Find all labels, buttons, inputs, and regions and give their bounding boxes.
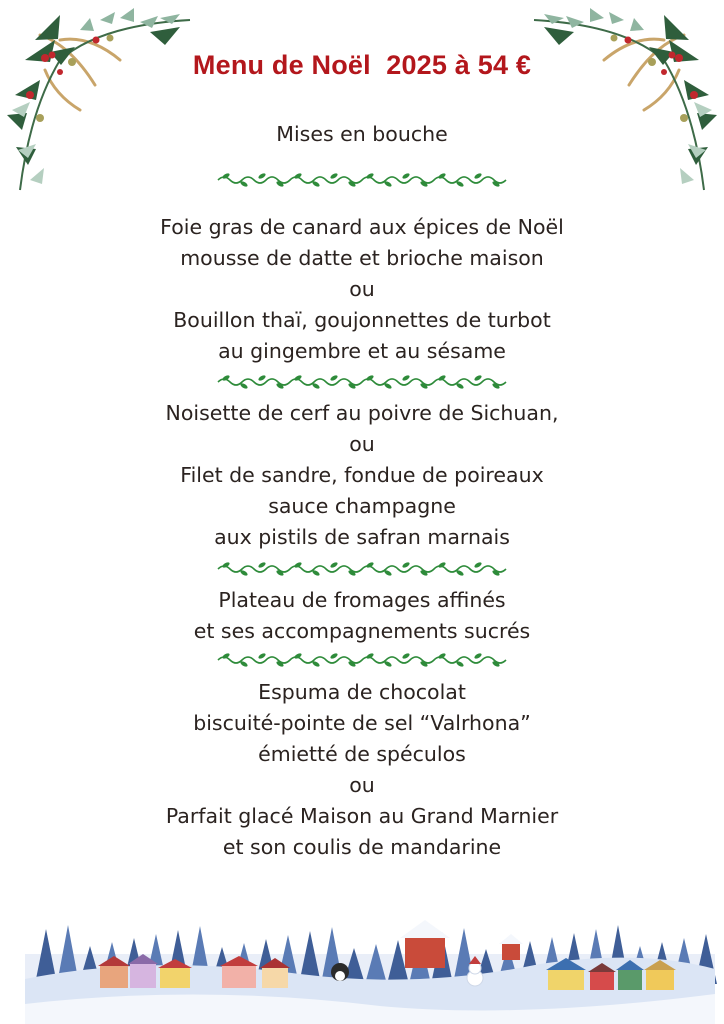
dessert-line: Parfait glacé Maison au Grand Marnier — [165, 804, 559, 828]
or-separator: ou — [349, 277, 375, 301]
cheese-line: et ses accompagnements sucrés — [193, 619, 531, 643]
dessert-line: Espuma de chocolat — [258, 680, 466, 704]
dessert-line: émietté de spéculos — [258, 742, 466, 766]
main-course-line: Filet de sandre, fondue de poireaux — [180, 463, 544, 487]
winter-village-illustration — [0, 894, 724, 1024]
starter-line: au gingembre et au sésame — [218, 339, 506, 363]
vine-divider-icon — [0, 559, 724, 579]
cheese-line: Plateau de fromages affinés — [218, 588, 506, 612]
main-course-line: aux pistils de safran marnais — [214, 525, 510, 549]
or-separator: ou — [349, 432, 375, 456]
dessert-line: biscuité-pointe de sel “Valrhona” — [193, 711, 531, 735]
vine-divider-icon — [0, 650, 724, 670]
menu-title: Menu de Noël 2025 à 54 € — [192, 50, 532, 80]
starter-line: Foie gras de canard aux épices de Noël — [160, 215, 564, 239]
starter-line: mousse de datte et brioche maison — [180, 246, 544, 270]
main-course-line: sauce champagne — [268, 494, 456, 518]
main-course-line: Noisette de cerf au poivre de Sichuan, — [165, 401, 559, 425]
vine-divider-icon — [0, 170, 724, 190]
dessert-line: et son coulis de mandarine — [222, 835, 502, 859]
starter-line: Bouillon thaï, goujonnettes de turbot — [173, 308, 551, 332]
amuse-bouche-line: Mises en bouche — [276, 122, 448, 146]
or-separator: ou — [349, 773, 375, 797]
vine-divider-icon — [0, 372, 724, 392]
